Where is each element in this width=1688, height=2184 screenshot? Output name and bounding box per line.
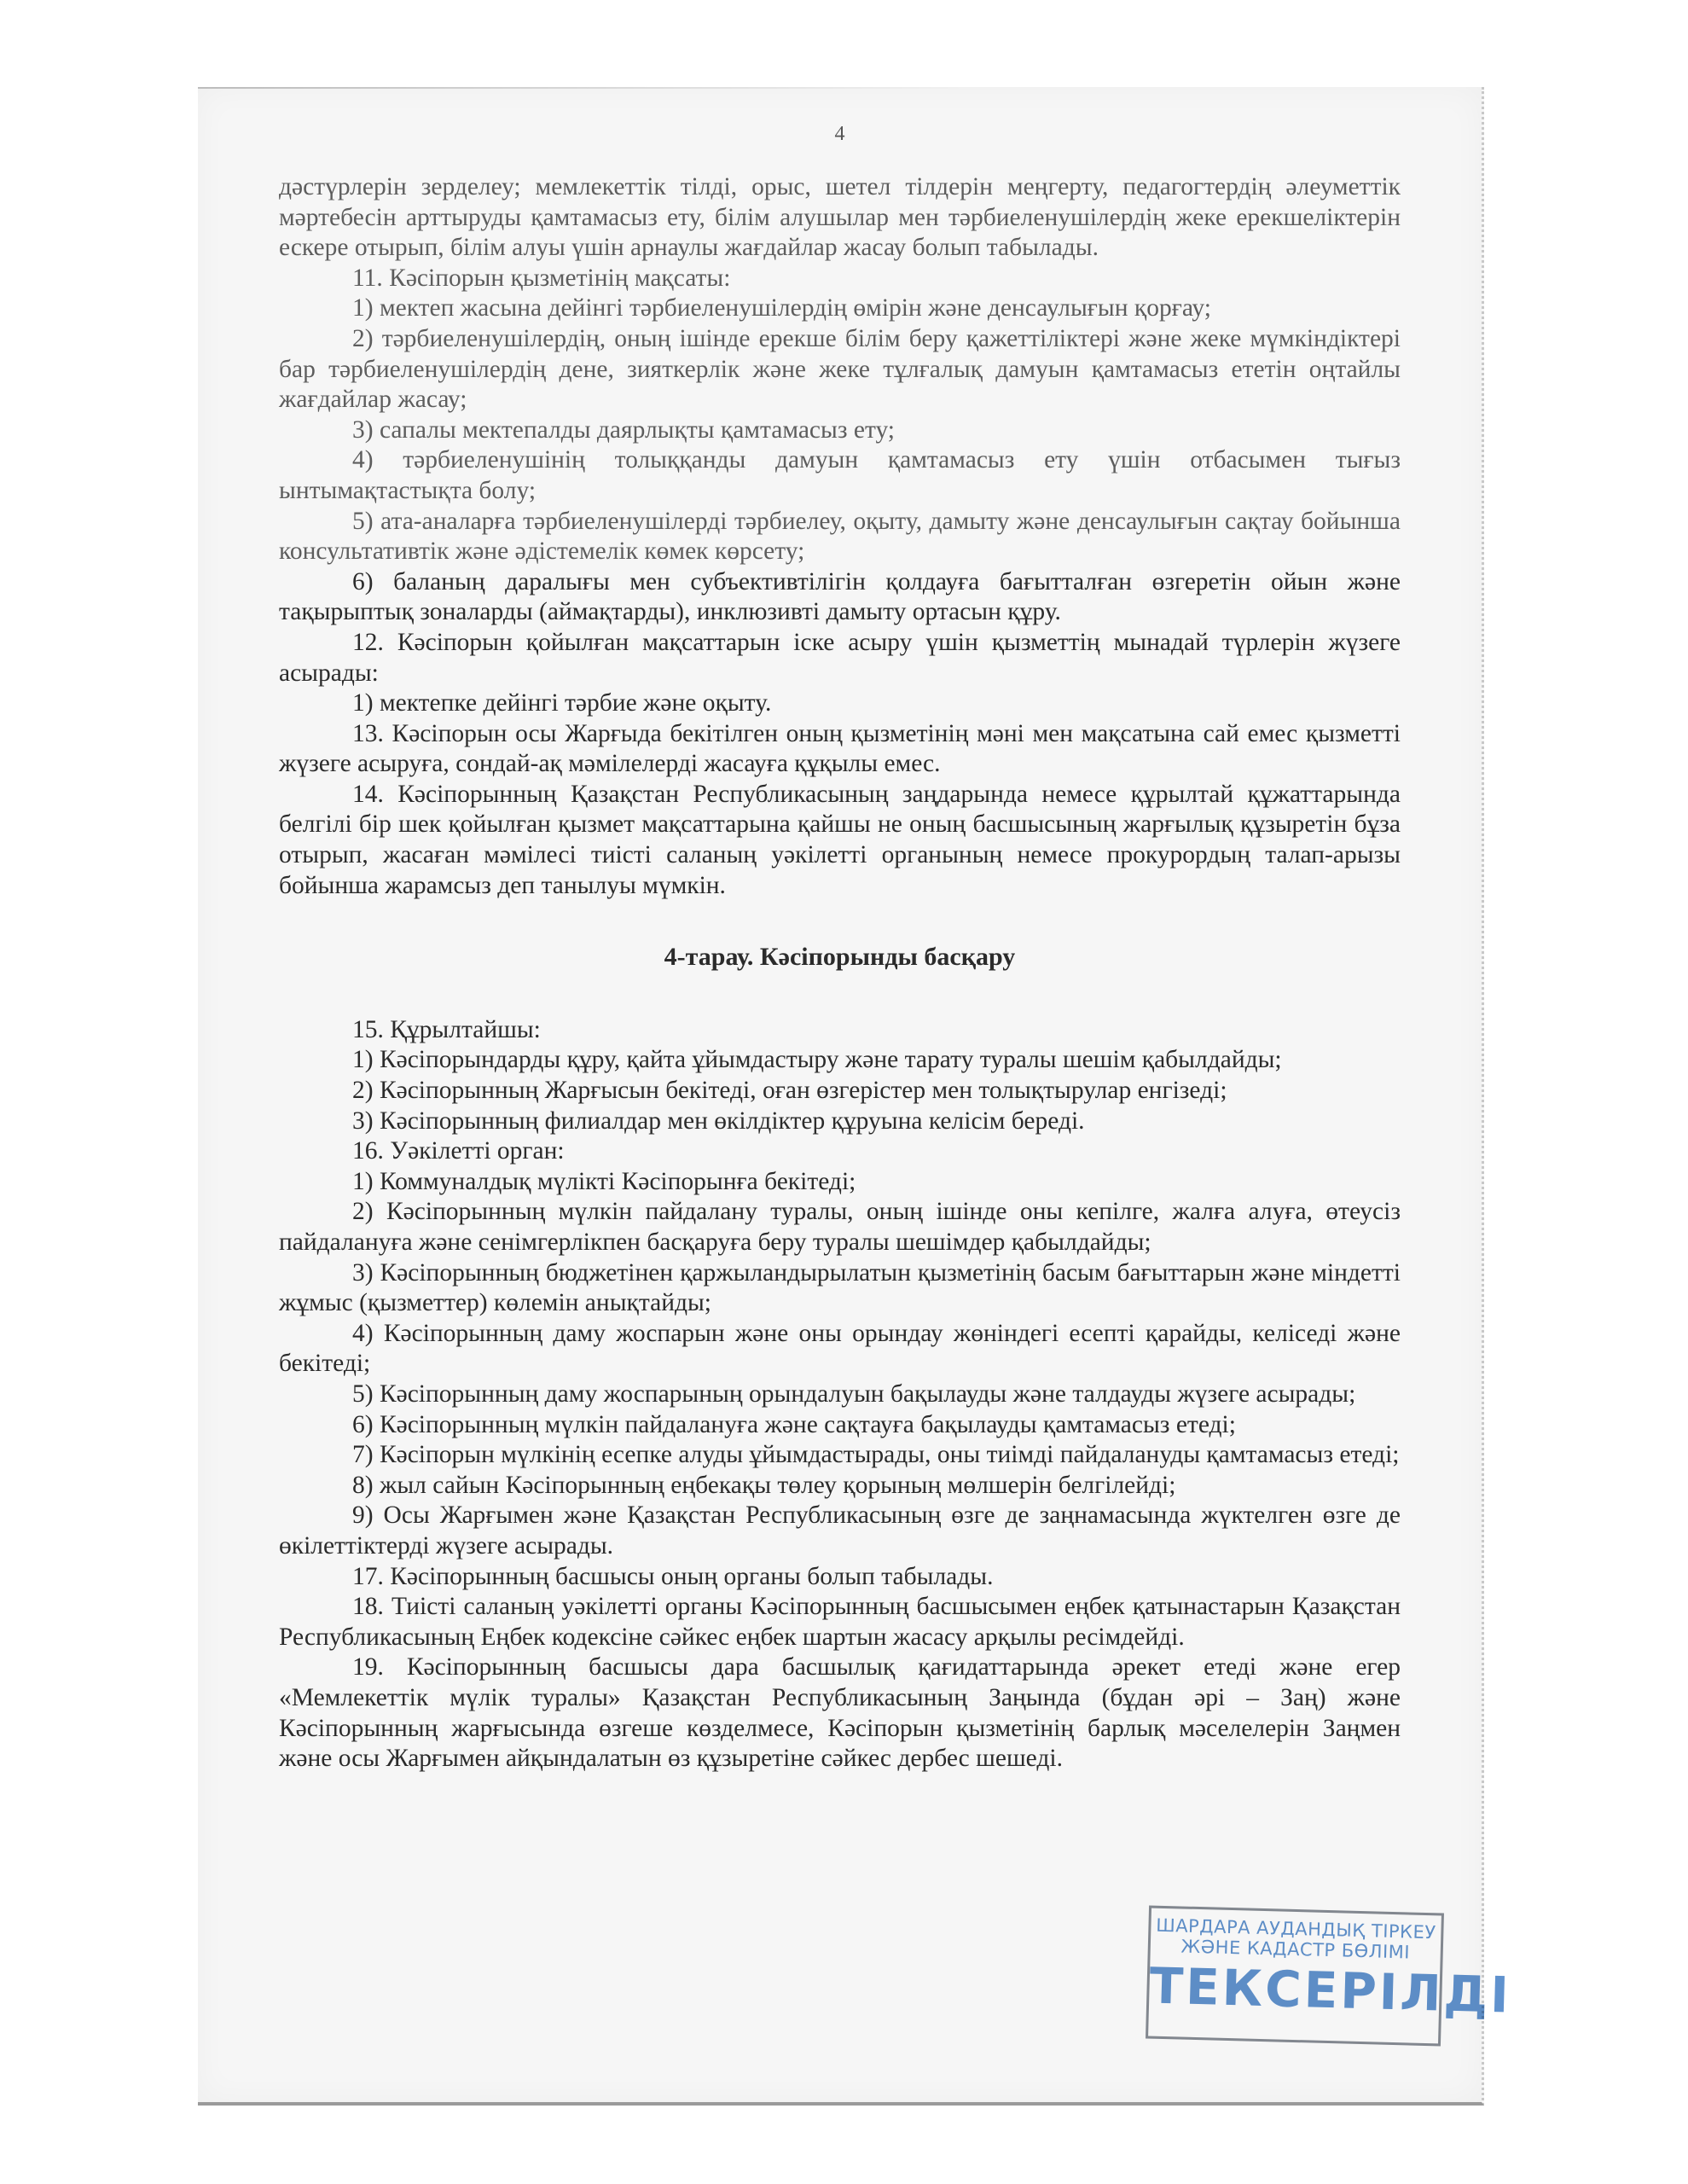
clause-16-item: 9) Осы Жарғымен және Қазақстан Республикасының өзге де заңнамасында жүктелген өзге де өкілеттіктерді жүзеге асырады. bbox=[279, 1502, 1401, 1560]
clause-16-item: 1) Коммуналдық мүлікті Кәсіпорынға бекітеді; bbox=[352, 1167, 856, 1195]
clause-11-item: 2) тәрбиеленушілердің, оның ішінде ерекше білім беру қажеттіліктері және жеке мүмкіндіктері бар тәрбиеленушілердің дене, зияткерлік және жеке тұлғалық дамуын қамтамасыз ететін оңтайлы жағдайлар жасау; bbox=[279, 324, 1401, 414]
clause-11-item: 3) сапалы мектепалды даярлықты қамтамасыз ету; bbox=[352, 415, 896, 444]
clause-16-item: 6) Кәсіпорынның мүлкін пайдалануға және сақтауға бақылауды қамтамасыз етеді; bbox=[352, 1410, 1236, 1438]
stamp-department-name: ЖӘНЕ КАДАСТР БӨЛІМІ bbox=[1180, 1936, 1411, 1963]
page-number: 4 bbox=[834, 123, 845, 145]
clause-16-title: 16. Уәкілетті орган: bbox=[352, 1137, 565, 1165]
chapter-heading: 4-тарау. Кәсіпорынды басқару bbox=[664, 943, 1016, 972]
clause-11-item: 6) баланың даралығы мен субъективтілігін қолдауға бағытталған өзгеретін ойын және тақырыптық зоналарды (аймақтарды), инклюзивті дамыту ортасын құру. bbox=[279, 567, 1401, 626]
clause-16-item: 7) Кәсіпорын мүлкінің есепке алуды ұйымдастырады, оны тиімді пайдалануды қамтамасыз етеді; bbox=[352, 1441, 1400, 1469]
clause-16-item: 8) жыл сайын Кәсіпорынның еңбекақы төлеу қорының мөлшерін белгілейді; bbox=[352, 1471, 1176, 1499]
verification-stamp bbox=[1146, 1905, 1512, 2046]
clause-15-item: 3) Кәсіпорынның филиалдар мен өкілдіктер құруына келісім береді. bbox=[352, 1107, 1085, 1135]
clause-15-title: 15. Құрылтайшы: bbox=[352, 1015, 541, 1043]
clause-11-item: 4) тәрбиеленушінің толыққанды дамуын қамтамасыз ету үшін отбасымен тығыз ынтымақтастықта болу; bbox=[279, 446, 1401, 504]
intro-continuation: дәстүрлерін зерделеу; мемлекеттік тілді, орыс, шетел тілдерін меңгерту, педагогтердің әлеуметтік мәртебесін арттыруды қамтамасыз ету, білім алушылар мен тәрбиеленушілердің жеке ерекшеліктерін ескере отырып, білім алуы үшін арнаулы жағдайлар жасау болып табылады. bbox=[279, 173, 1401, 262]
stamp-verified-label: ТЕКСЕРІЛДІ bbox=[1148, 1956, 1512, 2024]
clause-13: 13. Кәсіпорын осы Жарғыда бекітілген оның қызметінің мәні мен мақсатына сай емес қызметті жүзеге асыруға, сондай-ақ мәмілелерді жасауға құқылы емес. bbox=[279, 719, 1401, 778]
clause-17: 17. Кәсіпорынның басшысы оның органы болып табылады. bbox=[352, 1562, 994, 1590]
clause-11-item: 1) мектеп жасына дейінгі тәрбиеленушілердің өмірін және денсаулығын қорғау; bbox=[352, 294, 1211, 322]
clause-19: 19. Кәсіпорынның басшысы дара басшылық қағидаттарында әрекет етеді және егер «Мемлекеттік мүлік туралы» Қазақстан Республикасының Заңында (бұдан әрі – Заң) және Кәсіпорынның жарғысында өзгеше көзделмесе, Кәсіпорын қызметінің барлық мәселелерін Заңмен және осы Жарғымен айқындалатын өз құзыретіне сәйкес дербес шешеді. bbox=[279, 1653, 1401, 1773]
clause-14: 14. Кәсіпорынның Қазақстан Республикасының заңдарында немесе құрылтай құжаттарында белгілі бір шек қойылған қызмет мақсаттарына қайшы не оның басшысының жарғылық құзыретін бұза отырып, жасаған мәмілесі тиісті саланың уәкілетті органының немесе прокурордың талап-арызы бойынша жарамсыз деп танылуы мүмкін. bbox=[279, 780, 1401, 899]
clause-15-item: 1) Кәсіпорындарды құру, қайта ұйымдастыру және тарату туралы шешім қабылдайды; bbox=[352, 1046, 1282, 1074]
clause-18: 18. Тиісті саланың уәкілетті органы Кәсіпорынның басшысымен еңбек қатынастарын Қазақстан Республикасының Еңбек кодексіне сәйкес еңбек шартын жасасу арқылы ресімдейді. bbox=[279, 1593, 1401, 1651]
clause-12-item: 1) мектепке дейінгі тәрбие және оқыту. bbox=[352, 689, 772, 717]
clause-16-item: 3) Кәсіпорынның бюджетінен қаржыландырылатын қызметінің басым бағыттарын және міндетті жұмыс (қызметтер) көлемін анықтайды; bbox=[279, 1258, 1401, 1317]
clause-16-item: 2) Кәсіпорынның мүлкін пайдалану туралы, оның ішінде оны кепілге, жалға алуға, өтеусіз пайдалануға және сенімгерлікпен басқаруға беру туралы шешімдер қабылдайды; bbox=[279, 1198, 1401, 1256]
clause-11-title: 11. Кәсіпорын қызметінің мақсаты: bbox=[352, 264, 731, 292]
stamp-office-name: ШАРДАРА АУДАНДЫҚ ТІРКЕУ bbox=[1155, 1914, 1436, 1943]
clause-16-item: 4) Кәсіпорынның даму жоспарын және оны орындау жөніндегі есепті қарайды, келіседі және бекітеді; bbox=[279, 1319, 1401, 1378]
clause-16-item: 5) Кәсіпорынның даму жоспарының орындалуын бақылауды және талдауды жүзеге асырады; bbox=[352, 1380, 1356, 1408]
page-top-edge bbox=[198, 87, 968, 89]
document-body bbox=[279, 172, 1401, 1774]
clause-15-item: 2) Кәсіпорынның Жарғысын бекітеді, оған өзгерістер мен толықтырулар енгізеді; bbox=[352, 1077, 1227, 1105]
clause-12-title: 12. Кәсіпорын қойылған мақсаттарын іске асыру үшін қызметтің мынадай түрлерін жүзеге асырады: bbox=[279, 628, 1401, 687]
clause-11-item: 5) ата-аналарға тәрбиеленушілерді тәрбиелеу, оқыту, дамыту және денсаулығын сақтау бойынша консультативтік және әдістемелік көмек көрсету; bbox=[279, 507, 1401, 566]
document-page bbox=[198, 87, 1512, 2106]
